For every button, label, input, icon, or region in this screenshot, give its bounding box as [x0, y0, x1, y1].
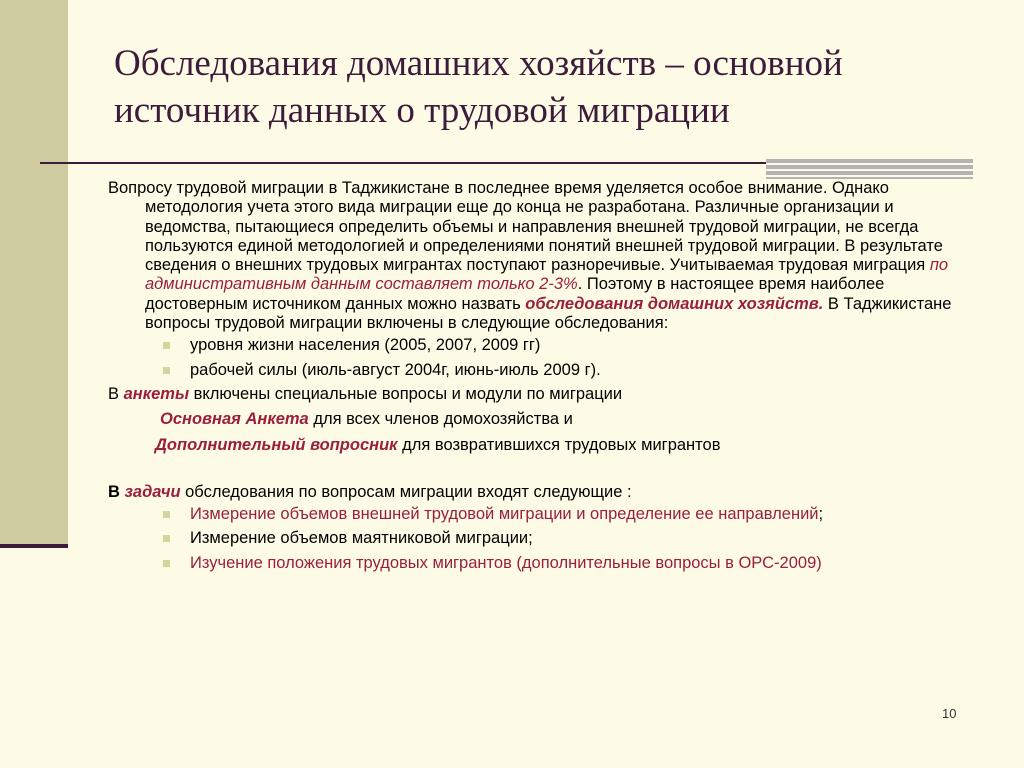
survey-item-text: уровня жизни населения (2005, 2007, 2009 гг): [190, 336, 541, 355]
intro-text-2: . Поэтому в настоящее время наиболее достоверным источником данных можно назвать: [145, 275, 885, 313]
anketa-item-desc: для всех членов домохозяйства и: [308, 410, 573, 429]
bullet-square-icon: [163, 367, 170, 374]
intro-paragraph: [108, 179, 968, 333]
intro-highlight-admin: по административным данным составляет только 2-3%: [145, 256, 949, 294]
anketa-suffix: включены специальные вопросы и модули по миграции: [189, 384, 623, 403]
title-line-1: Обследования домашних хозяйств – основной: [114, 43, 843, 84]
list-item: [163, 505, 968, 524]
list-item: [163, 529, 968, 548]
title-line-2: источник данных о трудовой миграции: [114, 90, 730, 131]
tasks-suffix: обследования по вопросам миграции входят следующие :: [180, 482, 632, 501]
anketa-item-name: Дополнительный вопросник: [155, 435, 398, 454]
task-list: [108, 505, 968, 573]
slide-body: [108, 179, 968, 578]
task-item-text: Измерение объемов маятниковой миграции;: [190, 529, 533, 548]
slide-title: [114, 40, 974, 134]
tasks-keyword: задачи: [124, 482, 181, 501]
intro-text-1: Вопросу трудовой миграции в Таджикистане в последнее время уделяется особое внимание. Однако методология учета этого вида миграции еще до конца не разработана. Различные организации и ведомства, пытающиеся определить объемы и направления внешней трудовой миграции, не всегда пользуются единой методологией и определениями понятий внешней трудовой миграции. В результате сведения о внешних трудовых мигрантах поступают разноречивые. Учитываемая трудовая миграция: [108, 179, 943, 275]
survey-item-text: рабочей силы (июль-август 2004г, июнь-июль 2009 г).: [190, 360, 601, 379]
bullet-square-icon: [163, 535, 170, 542]
task-item-text: Измерение объемов внешней трудовой миграции и определение ее направлений: [190, 505, 819, 524]
list-item: [163, 361, 968, 380]
list-item: [163, 336, 968, 355]
left-decor-bar: [0, 0, 68, 544]
tasks-prefix: В: [108, 482, 125, 501]
anketa-prefix: В: [108, 384, 124, 403]
task-item-text: Изучение положения трудовых мигрантов (дополнительные вопросы в ОРС-2009): [190, 553, 822, 572]
bullet-square-icon: [163, 560, 170, 567]
anketa-item-extra: [155, 436, 968, 455]
title-ribbon-decor: [766, 159, 973, 179]
anketa-keyword: анкеты: [123, 384, 190, 403]
left-decor-line: [0, 544, 68, 548]
page-number: 10: [942, 706, 957, 721]
anketa-line: [108, 385, 968, 404]
intro-text-3: В Таджикистане вопросы трудовой миграции включены в следующие обследования:: [145, 294, 952, 333]
bullet-square-icon: [163, 342, 170, 349]
list-item: [163, 554, 968, 573]
anketa-item-desc: для возвратившихся трудовых мигрантов: [397, 435, 721, 454]
survey-list: [108, 336, 968, 380]
task-item-tail: ;: [818, 505, 824, 524]
anketa-item-main: [160, 410, 968, 429]
intro-highlight-surveys: обследования домашних хозяйств.: [525, 294, 824, 313]
anketa-item-name: Основная Анкета: [160, 410, 309, 429]
tasks-line: [108, 483, 968, 502]
bullet-square-icon: [163, 511, 170, 518]
